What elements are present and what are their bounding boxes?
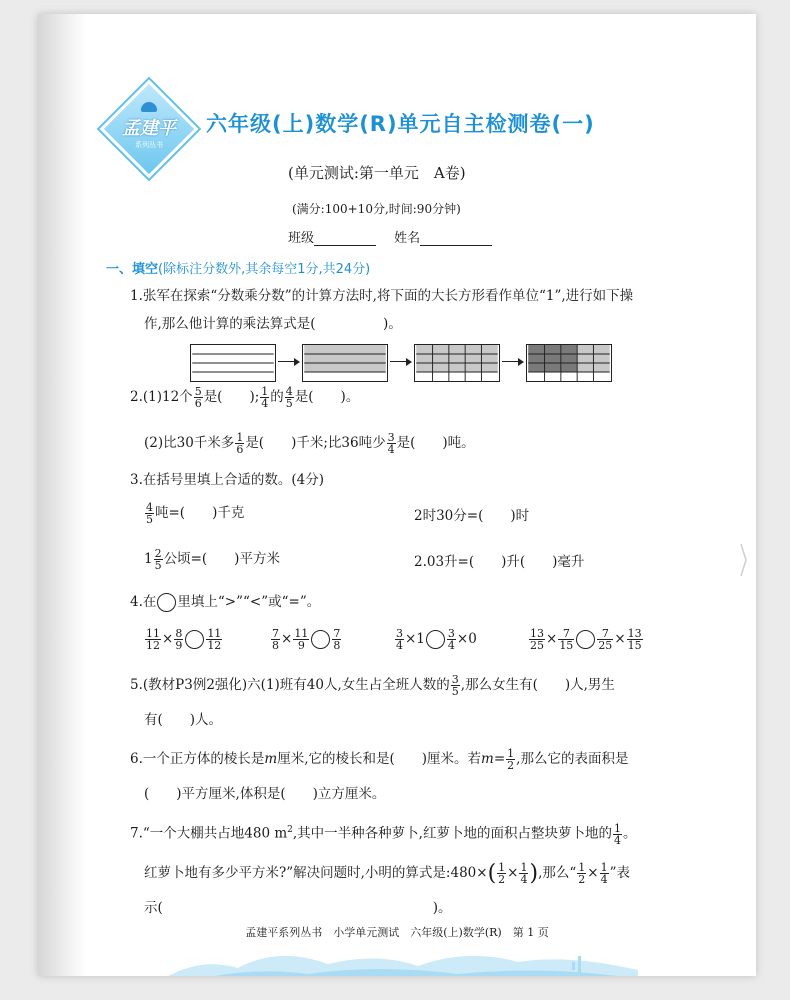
fraction: $\frac{1}{6}$ [236,431,244,456]
logo-name: 孟建平 [122,118,176,139]
q3a-blank[interactable]: 吨=( )千克 [155,505,245,521]
question-4-expr-2: $\frac{7}{8}$ × $\frac{11}{9}$ $\frac{7}{8}$ [272,627,341,652]
score-info: (满分:100+10分,时间:90分钟) [292,202,461,216]
arrow-3 [502,358,524,366]
question-3a [144,502,244,525]
logo-subtitle: 系列丛书 [135,141,163,149]
question-3b[interactable]: 2时30分=( )时 [414,508,530,524]
q2a-text: 2.(1)12个 [130,389,193,405]
compare-circle-3[interactable] [426,630,445,649]
compare-circle-4[interactable] [576,630,595,649]
fraction: $\frac{3}{4}$ [387,431,395,456]
compare-circle-1[interactable] [185,630,204,649]
fraction: $\frac{4}{5}$ [285,385,293,410]
q6-blank-1[interactable]: 厘米,它的棱长和是( )厘米。若 [277,751,482,767]
q5-blank-1[interactable]: ,那么女生有( )人,男生 [460,677,615,693]
circle-icon [157,593,176,612]
q3c-blank[interactable]: 公顷=( )平方米 [163,551,280,567]
question-5-line1: 5.(教材P3例2强化)六(1)班有40人,女生占全班人数的 $\frac{3}{5}$ ,那么女生有( )人,男生 [130,673,615,698]
exam-page [38,14,756,976]
fraction: $\frac{4}{5}$ [146,501,153,526]
decorative-hills-icon [158,942,638,976]
name-label: 姓名 [394,231,421,246]
q2b-blank-1[interactable]: 是( )千米;比36吨少 [245,435,386,451]
question-6-line2[interactable]: ( )平方厘米,体积是( )立方厘米。 [144,786,386,802]
q2a-blank-2[interactable]: 是( )。 [294,389,360,405]
name-blank[interactable] [420,234,492,246]
question-4-expr-1: $\frac{11}{12}$ × $\frac{8}{9}$ $\frac{11}{12}$ [146,627,222,652]
page-footer: 孟建平系列丛书 小学单元测试 六年级(上)数学(R) 第 1 页 [245,926,549,939]
question-4-title: 4.在 里填上“>”“<”或“=”。 [130,594,321,610]
question-7-line1: 7.“一个大棚共占地480 $m^2$,其中一半种各种萝卜,红萝卜地的面积占整块萝卜地的 $\frac{1}{4}$ 。 [130,821,637,847]
logo [106,102,192,162]
q2a-blank-1[interactable]: 是( ); [203,389,260,405]
fraction: $\frac{5}{6}$ [194,385,202,410]
section-heading [106,258,370,277]
class-blank[interactable] [314,234,376,246]
class-label: 班级 [288,231,315,246]
page-subtitle: (单元测试:第一单元 A卷) [288,164,466,182]
rectangle-2 [302,344,388,382]
arrow-2 [390,358,412,366]
question-1-line2: 作,那么他计算的乘法算式是( )。 [144,316,402,332]
question-7-line3[interactable]: 示( )。 [144,900,452,916]
question-6-line1: 6.一个正方体的棱长是m厘米,它的棱长和是( )厘米。若m= $\frac{1}{2}$ ,那么它的表面积是 [130,747,629,772]
logo-icon [141,102,157,112]
rectangle-4 [526,344,612,382]
question-2a: 2.(1)12个 $\frac{5}{6}$ 是( ); $\frac{1}{4}$ 的 $\frac{4}{5}$ 是( )。 [130,385,360,410]
rectangle-3 [414,344,500,382]
page-title: 六年级(上)数学(R)单元自主检测卷(一) [206,112,595,136]
question-3-title: 3.在括号里填上合适的数。(4分) [130,472,325,488]
section-desc: (除标注分数外,其余每空1分,共24分) [158,262,371,277]
question-4-expr-3: $\frac{3}{4}$ ×1 $\frac{3}{4}$ ×0 [396,627,477,652]
fraction: $\frac{2}{5}$ [154,547,162,572]
rectangle-1 [190,344,276,382]
section-label: 一、填空 [106,262,159,277]
student-info [288,227,492,246]
question-4-expr-4: $\frac{13}{25}$ × $\frac{7}{15}$ $\frac{7}{25}$ × $\frac{13}{15}$ [530,627,642,652]
question-3d[interactable]: 2.03升=( )升( )毫升 [414,554,585,570]
question-5-line2[interactable]: 有( )人。 [144,712,223,728]
question-3c: 1 $\frac{2}{5}$ 公顷=( )平方米 [144,547,280,572]
arrow-1 [278,358,300,366]
question-2b: (2)比30千米多 $\frac{1}{6}$ 是( )千米;比36吨少 $\frac{3}{4}$ 是( )吨。 [144,431,475,456]
q2b-blank-2[interactable]: 是( )吨。 [396,435,475,451]
page-spine-shadow [38,14,86,976]
compare-circle-2[interactable] [311,630,330,649]
question-1-line1: 1.张军在探索“分数乘分数”的计算方法时,将下面的大长方形看作单位“1”,进行如下操 [130,288,634,304]
fraction: $\frac{1}{4}$ [261,385,269,410]
page-turn-chevron-icon [740,540,748,580]
question-7-line2: 红萝卜地有多少平方米?”解决问题时,小明的算式是:480×( $\frac{1}{2}$ × $\frac{1}{4}$ ),那么“ $\frac{1}{2}$ × $\frac{1}{4}$ ”表 [144,860,630,886]
